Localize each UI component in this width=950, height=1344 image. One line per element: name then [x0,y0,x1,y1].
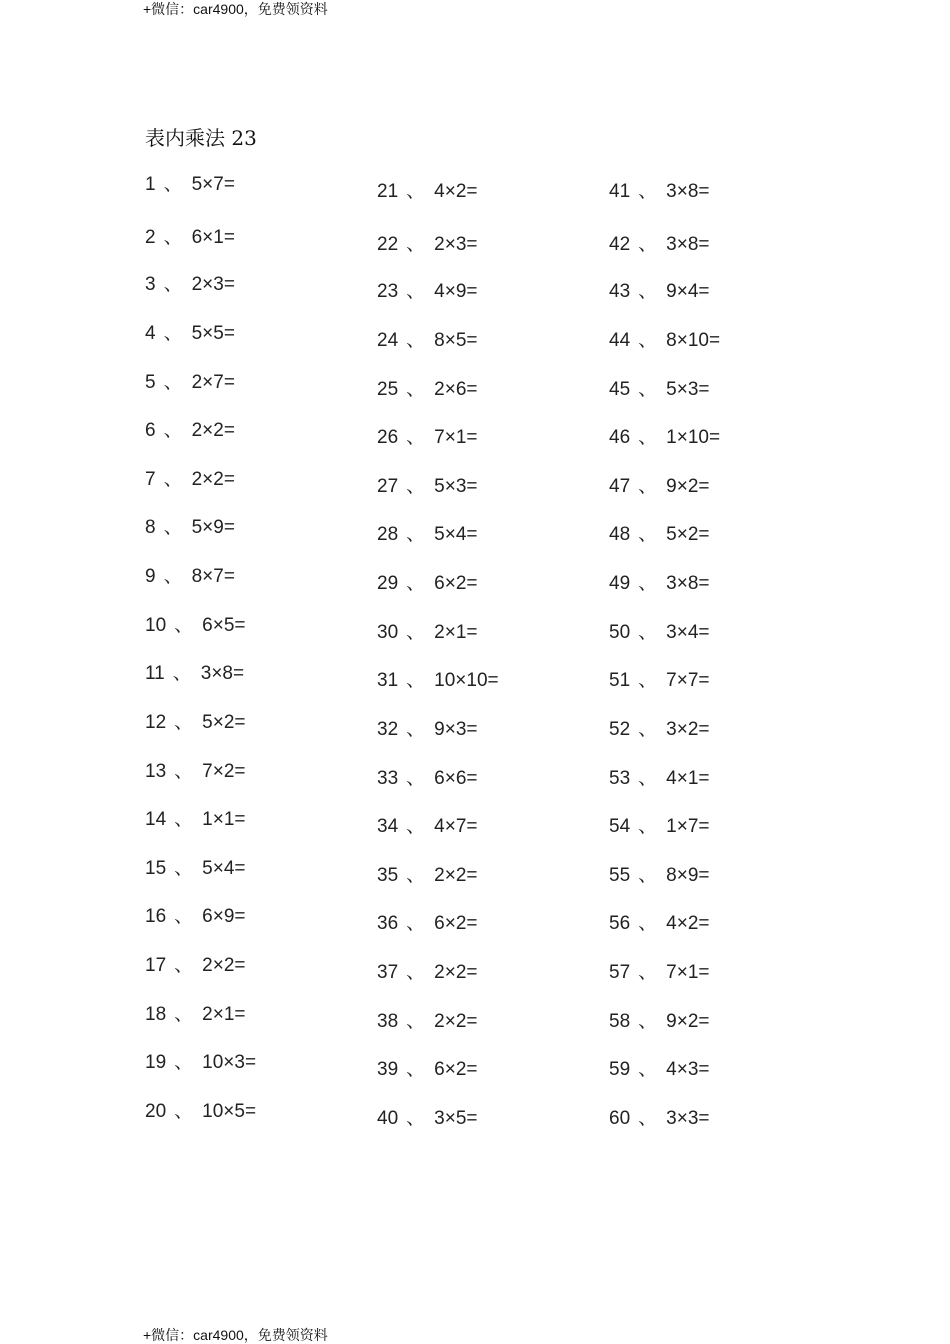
problem-number: 36 [377,913,399,934]
problem-33 [377,768,477,790]
problem-45 [609,379,709,401]
problem-expression: 2×3= [434,234,478,255]
problem-24 [377,330,477,352]
problem-23 [377,281,477,303]
problem-expression: 2×2= [434,865,478,886]
problem-expression: 7×2= [202,761,246,782]
problem-number: 21 [377,181,399,202]
problem-expression: 2×6= [434,379,478,400]
problem-separator: 、 [163,517,183,538]
problem-number: 1 [145,174,156,195]
problem-separator: 、 [163,227,183,248]
problem-2 [145,227,235,249]
problem-separator: 、 [174,809,194,830]
problem-59 [609,1059,709,1081]
problem-51 [609,670,709,692]
problem-number: 24 [377,330,399,351]
problem-number: 4 [145,323,156,344]
problem-30 [377,622,477,644]
problem-expression: 6×6= [434,768,478,789]
problem-17 [145,955,245,977]
problem-separator: 、 [406,962,426,983]
problem-expression: 1×7= [666,816,710,837]
problem-expression: 1×10= [666,427,721,448]
problem-number: 50 [609,622,631,643]
problem-expression: 8×9= [666,865,710,886]
problem-expression: 3×3= [666,1108,710,1129]
problem-number: 30 [377,622,399,643]
problem-separator: 、 [406,865,426,886]
problem-expression: 3×8= [666,573,710,594]
problem-number: 19 [145,1052,167,1073]
problem-60 [609,1108,709,1130]
problem-expression: 9×2= [666,476,710,497]
problem-separator: 、 [638,719,658,740]
problem-separator: 、 [163,420,183,441]
problem-separator: 、 [163,274,183,295]
problem-12 [145,712,245,734]
problem-16 [145,906,245,928]
problem-29 [377,573,477,595]
problem-number: 13 [145,761,167,782]
problem-number: 10 [145,615,167,636]
problem-49 [609,573,709,595]
problem-expression: 9×2= [666,1011,710,1032]
problem-47 [609,476,709,498]
problem-expression: 5×5= [191,323,235,344]
problem-number: 7 [145,469,156,490]
problem-52 [609,719,709,741]
problem-42 [609,234,709,256]
problem-number: 41 [609,181,631,202]
problem-expression: 4×9= [434,281,478,302]
problem-separator: 、 [638,670,658,691]
problem-50 [609,622,709,644]
problem-separator: 、 [638,379,658,400]
problem-expression: 4×1= [666,768,710,789]
problem-separator: 、 [638,865,658,886]
problem-number: 15 [145,858,167,879]
problem-number: 53 [609,768,631,789]
problem-expression: 6×2= [434,913,478,934]
problem-separator: 、 [406,816,426,837]
problem-expression: 7×1= [434,427,478,448]
problem-expression: 6×5= [202,615,246,636]
problem-separator: 、 [638,1011,658,1032]
problem-separator: 、 [406,719,426,740]
problem-expression: 3×8= [200,663,245,684]
problem-6 [145,420,235,442]
problem-number: 43 [609,281,631,302]
problem-expression: 4×2= [666,913,710,934]
problem-number: 42 [609,234,631,255]
problem-expression: 4×3= [666,1059,710,1080]
header-watermark: +微信：car4900，免费领资料 [143,1,328,17]
problem-35 [377,865,477,887]
problem-separator: 、 [406,281,426,302]
problem-number: 6 [145,420,156,441]
problem-11 [145,663,244,685]
problem-expression: 9×3= [434,719,478,740]
problem-number: 3 [145,274,156,295]
problem-46 [609,427,720,449]
problem-31 [377,670,499,692]
problem-expression: 1×1= [202,809,246,830]
problem-number: 12 [145,712,167,733]
problem-19 [145,1052,256,1074]
problem-separator: 、 [638,234,658,255]
problem-expression: 7×7= [666,670,710,691]
problem-expression: 2×1= [434,622,478,643]
problem-separator: 、 [163,566,183,587]
problem-separator: 、 [172,663,192,684]
problem-separator: 、 [638,330,658,351]
problem-38 [377,1011,477,1033]
problem-separator: 、 [174,906,194,927]
problem-expression: 3×5= [434,1108,478,1129]
problem-40 [377,1108,477,1130]
problem-separator: 、 [174,955,194,976]
problem-separator: 、 [638,1059,658,1080]
problem-separator: 、 [406,524,426,545]
problem-25 [377,379,477,401]
problem-number: 32 [377,719,399,740]
problem-separator: 、 [406,1059,426,1080]
problem-separator: 、 [406,768,426,789]
problem-expression: 3×2= [666,719,710,740]
problem-number: 33 [377,768,399,789]
problem-number: 49 [609,573,631,594]
problem-separator: 、 [406,330,426,351]
problem-number: 39 [377,1059,399,1080]
problem-expression: 5×7= [191,174,235,195]
problem-separator: 、 [163,323,183,344]
problem-expression: 5×2= [666,524,710,545]
problem-39 [377,1059,477,1081]
problem-expression: 8×7= [191,566,235,587]
problem-expression: 4×7= [434,816,478,837]
problem-number: 8 [145,517,156,538]
problem-number: 47 [609,476,631,497]
problem-separator: 、 [406,476,426,497]
problem-separator: 、 [163,174,183,195]
problem-14 [145,809,245,831]
problem-9 [145,566,235,588]
problem-36 [377,913,477,935]
problem-expression: 6×2= [434,1059,478,1080]
problem-separator: 、 [638,476,658,497]
problem-expression: 9×4= [666,281,710,302]
problem-22 [377,234,477,256]
problem-expression: 2×3= [191,274,235,295]
problem-number: 38 [377,1011,399,1032]
problem-number: 37 [377,962,399,983]
problem-57 [609,962,709,984]
problem-separator: 、 [163,372,183,393]
problem-number: 17 [145,955,167,976]
problem-separator: 、 [638,181,658,202]
problem-number: 54 [609,816,631,837]
problem-expression: 6×2= [434,573,478,594]
problem-18 [145,1004,245,1026]
problem-expression: 5×4= [202,858,246,879]
problem-separator: 、 [174,1101,194,1122]
problem-27 [377,476,477,498]
problem-separator: 、 [638,1108,658,1129]
worksheet-title: 表内乘法 23 [145,126,257,150]
problem-separator: 、 [406,622,426,643]
problem-37 [377,962,477,984]
problem-separator: 、 [174,858,194,879]
problem-number: 44 [609,330,631,351]
problem-separator: 、 [406,427,426,448]
problem-separator: 、 [174,1004,194,1025]
problem-separator: 、 [638,768,658,789]
problem-number: 14 [145,809,167,830]
problem-13 [145,761,245,783]
problem-separator: 、 [638,913,658,934]
problem-expression: 2×2= [434,962,478,983]
problem-separator: 、 [406,1011,426,1032]
problem-separator: 、 [638,524,658,545]
problem-number: 40 [377,1108,399,1129]
problem-separator: 、 [406,234,426,255]
problem-34 [377,816,477,838]
problem-26 [377,427,477,449]
problem-expression: 5×3= [666,379,710,400]
problem-56 [609,913,709,935]
problem-58 [609,1011,709,1033]
problem-expression: 8×5= [434,330,478,351]
problem-separator: 、 [638,816,658,837]
problem-separator: 、 [406,379,426,400]
problem-4 [145,323,235,345]
problem-expression: 2×1= [202,1004,246,1025]
problem-number: 11 [145,663,165,684]
problem-separator: 、 [638,281,658,302]
problem-number: 51 [609,670,631,691]
problem-number: 27 [377,476,399,497]
problem-number: 46 [609,427,631,448]
problem-43 [609,281,709,303]
problem-expression: 2×2= [191,469,235,490]
problem-number: 29 [377,573,399,594]
problem-number: 59 [609,1059,631,1080]
problem-number: 52 [609,719,631,740]
problem-expression: 5×9= [191,517,235,538]
problem-expression: 3×8= [666,234,710,255]
problem-number: 16 [145,906,167,927]
problem-number: 48 [609,524,631,545]
problem-number: 9 [145,566,156,587]
problem-separator: 、 [406,181,426,202]
problem-number: 34 [377,816,399,837]
problem-number: 23 [377,281,399,302]
problem-expression: 6×9= [202,906,246,927]
problem-separator: 、 [174,712,194,733]
problem-number: 45 [609,379,631,400]
problem-separator: 、 [638,962,658,983]
problem-44 [609,330,720,352]
problem-number: 2 [145,227,156,248]
problem-number: 60 [609,1108,631,1129]
problem-number: 28 [377,524,399,545]
problem-separator: 、 [406,1108,426,1129]
problem-separator: 、 [406,670,426,691]
problem-41 [609,181,709,203]
problem-expression: 2×2= [434,1011,478,1032]
problem-28 [377,524,477,546]
problem-expression: 5×4= [434,524,478,545]
problem-separator: 、 [406,573,426,594]
problem-expression: 10×10= [434,670,499,691]
problem-expression: 8×10= [666,330,721,351]
problem-separator: 、 [638,427,658,448]
problem-expression: 3×8= [666,181,710,202]
problem-32 [377,719,477,741]
problem-number: 22 [377,234,399,255]
problem-separator: 、 [174,1052,194,1073]
problem-8 [145,517,235,539]
problem-number: 56 [609,913,631,934]
problem-separator: 、 [638,573,658,594]
problem-expression: 6×1= [191,227,235,248]
problem-expression: 10×5= [202,1101,257,1122]
problem-20 [145,1101,256,1123]
problem-10 [145,615,245,637]
problem-number: 35 [377,865,399,886]
problem-5 [145,372,235,394]
footer-watermark: +微信：car4900，免费领资料 [143,1327,328,1343]
problem-number: 5 [145,372,156,393]
problem-53 [609,768,709,790]
problem-55 [609,865,709,887]
problem-expression: 5×2= [202,712,246,733]
problem-54 [609,816,709,838]
problem-separator: 、 [163,469,183,490]
problem-expression: 7×1= [666,962,710,983]
problem-1 [145,174,235,196]
problem-expression: 2×7= [191,372,235,393]
problem-expression: 2×2= [202,955,246,976]
problem-number: 20 [145,1101,167,1122]
problem-number: 25 [377,379,399,400]
problem-separator: 、 [638,622,658,643]
problem-expression: 3×4= [666,622,710,643]
problem-number: 26 [377,427,399,448]
problem-21 [377,181,477,203]
problem-48 [609,524,709,546]
problem-expression: 4×2= [434,181,478,202]
problem-7 [145,469,235,491]
problem-separator: 、 [174,615,194,636]
problem-expression: 10×3= [202,1052,257,1073]
problem-expression: 2×2= [191,420,235,441]
problem-number: 18 [145,1004,167,1025]
problem-3 [145,274,235,296]
problem-separator: 、 [174,761,194,782]
problem-number: 31 [377,670,399,691]
problem-separator: 、 [406,913,426,934]
problem-number: 57 [609,962,631,983]
problem-number: 55 [609,865,631,886]
problem-number: 58 [609,1011,631,1032]
problem-expression: 5×3= [434,476,478,497]
problem-15 [145,858,245,880]
